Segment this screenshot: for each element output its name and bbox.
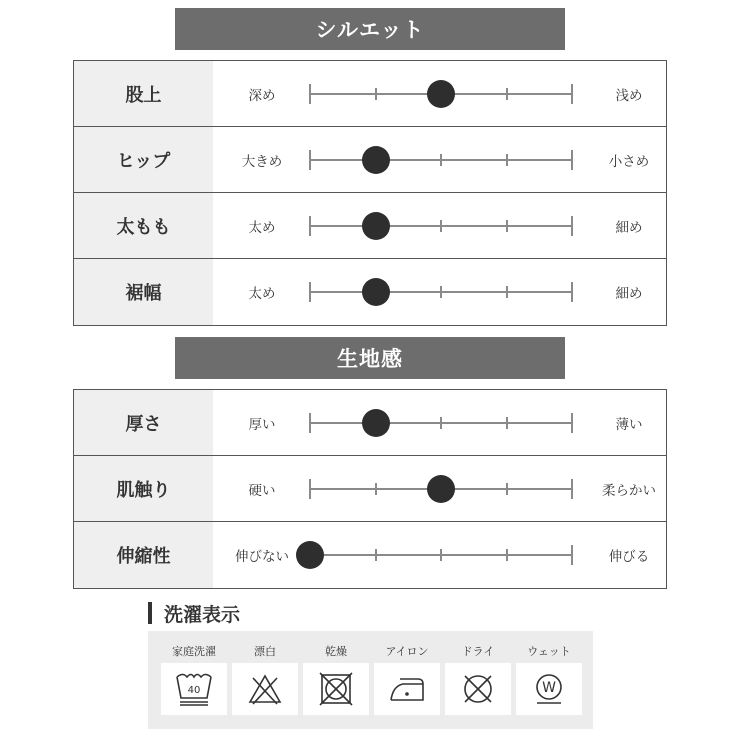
wash-item [303,631,369,729]
scale-tick [440,549,442,561]
silhouette-row [74,127,666,193]
scale-left-label: 太め [248,286,276,302]
scale-left-label: 硬い [248,482,276,499]
scale-marker-dot [296,541,324,569]
scale-tick [506,220,508,232]
row-label: 厚さ [74,390,213,455]
silhouette-row [74,61,666,127]
scale-tick [571,545,573,565]
row-label: 肌触り [74,456,213,521]
wet-clean-letter: W [542,680,556,696]
wash-label: 乾燥 [325,645,347,658]
rating-scale [310,456,572,521]
wash-item [161,631,227,729]
rating-scale [310,61,572,126]
washing-panel [148,631,593,729]
row-label: 裾幅 [74,259,213,325]
scale-tick [309,150,311,170]
row-label: 伸縮性 [74,522,213,588]
wash-label: アイロン [385,645,429,658]
iron-low-icon [374,663,440,715]
texture-title: 生地感 [337,347,403,371]
texture-table [73,389,667,589]
scale-marker-dot [362,278,390,306]
title-accent-bar [148,602,152,624]
scale-tick [309,413,311,433]
wash-label: ドライ [461,645,495,658]
scale-tick [440,154,442,166]
no-bleach-icon [232,663,298,715]
wash-item [516,631,582,729]
scale-tick [571,216,573,236]
wash-item [232,631,298,729]
scale-tick [506,483,508,495]
scale-left-label: 大きめ [241,153,283,170]
scale-tick [571,479,573,499]
rating-scale [310,522,572,588]
scale-tick [440,286,442,298]
scale-right-label: 細め [615,286,643,302]
silhouette-row [74,193,666,259]
texture-row [74,456,666,522]
texture-row [74,522,666,588]
scale-tick [571,84,573,104]
wash-label: 家庭洗濯 [172,645,216,658]
wash-item [374,631,440,729]
scale-tick [571,150,573,170]
wash-label: ウェット [527,645,571,658]
silhouette-header [175,8,565,50]
scale-tick [571,282,573,302]
scale-tick [440,220,442,232]
wet-clean-icon [516,663,582,715]
scale-tick [375,88,377,100]
scale-tick [375,483,377,495]
scale-tick [309,282,311,302]
scale-tick [309,216,311,236]
row-label: ヒップ [74,127,213,192]
scale-left-label: 太め [248,219,276,236]
scale-tick [375,549,377,561]
scale-marker-dot [427,475,455,503]
scale-tick [309,84,311,104]
washing-title-text: 洗濯表示 [164,603,241,626]
scale-right-label: 柔らかい [602,482,656,499]
rating-scale [310,127,572,192]
scale-tick [571,413,573,433]
scale-left-label: 伸びない [235,549,289,565]
scale-tick [506,549,508,561]
row-label: 太もも [74,193,213,258]
row-label: 股上 [74,61,213,126]
scale-tick [309,479,311,499]
texture-header [175,337,565,379]
scale-right-label: 細め [615,219,643,236]
scale-marker-dot [362,146,390,174]
scale-marker-dot [362,212,390,240]
rating-scale [310,390,572,455]
wash-temp-value: 40 [187,685,201,696]
wash-label: 漂白 [254,645,276,658]
rating-scale [310,193,572,258]
scale-tick [506,286,508,298]
scale-left-label: 深め [248,87,276,104]
silhouette-title: シルエット [315,18,425,42]
rating-scale [310,259,572,325]
scale-left-label: 厚い [248,416,276,433]
silhouette-row [74,259,666,325]
no-tumble-dry-icon [303,663,369,715]
scale-right-label: 小さめ [608,153,650,170]
scale-tick [506,154,508,166]
scale-tick [440,417,442,429]
scale-tick [506,417,508,429]
washtub-40-icon [161,663,227,715]
washing-title [148,600,240,626]
scale-tick [506,88,508,100]
silhouette-table [73,60,667,326]
wash-item [445,631,511,729]
scale-right-label: 浅め [615,87,643,104]
no-dry-clean-icon [445,663,511,715]
scale-right-label: 伸びる [608,549,650,565]
scale-marker-dot [362,409,390,437]
scale-marker-dot [427,80,455,108]
scale-right-label: 薄い [615,416,643,433]
texture-row [74,390,666,456]
